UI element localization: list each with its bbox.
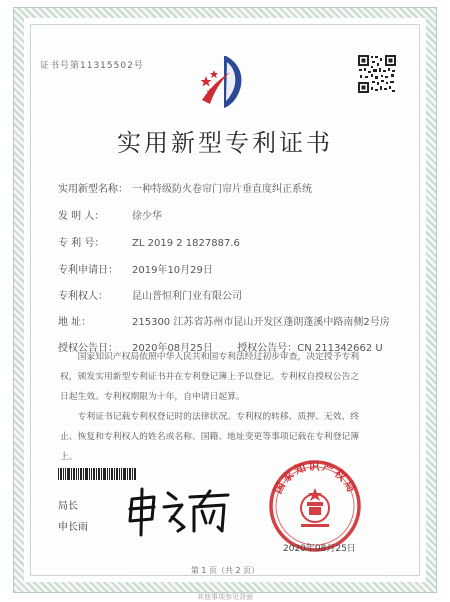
issue-date: 2020年08月25日 <box>283 544 356 554</box>
field-inventor <box>58 207 162 222</box>
field-value: 2020年08月25日 <box>132 343 213 354</box>
field-label: 专利权人： <box>58 291 108 302</box>
field-label: 专 利 号： <box>58 238 105 249</box>
field-label: 授权公告日： <box>58 343 118 354</box>
notice-text <box>60 347 365 467</box>
director-title: 局长 <box>58 501 78 512</box>
field-label: 地 址： <box>58 317 92 328</box>
field-value: ZL 2019 2 1827887.6 <box>132 238 240 249</box>
field-value: CN 211342662 U <box>297 343 383 354</box>
field-value: 215300 江苏省苏州市昆山开发区蓬朗蓬溪中路南侧2号房 <box>132 317 390 328</box>
field-patentee <box>58 287 242 302</box>
svg-text:国家知识产权局: 国家知识产权局 <box>271 459 359 496</box>
patent-office-logo-icon <box>196 52 254 110</box>
director-name: 申长雨 <box>58 522 88 533</box>
field-value: 2019年10月29日 <box>132 265 213 276</box>
field-address <box>58 313 390 328</box>
footer-text: 其他事项参见背面 <box>197 593 253 601</box>
field-value: 一种特级防火卷帘门帘片垂直度纠正系统 <box>132 184 312 195</box>
certificate-number: 证书号第11315502号 <box>40 61 144 71</box>
field-utility-model-name <box>58 180 312 195</box>
qr-code-icon <box>357 54 397 94</box>
notice-paragraph: 国家知识产权局依照中华人民共和国专利法经过初步审查，决定授予专利权，颁发实用新型专利证书并在专利登记簿上予以登记。专利权自授权公告之日起生效。专利权期限为十年，自申请日起算。 <box>60 352 360 402</box>
field-value: 昆山普恒利门业有限公司 <box>132 291 242 302</box>
field-label: 专利申请日： <box>58 265 118 276</box>
signature-image <box>124 485 234 537</box>
barcode-icon <box>58 468 136 480</box>
certificate-title: 实用新型专利证书 <box>117 129 333 157</box>
field-label: 授权公告号： <box>237 343 298 354</box>
official-seal-icon <box>267 458 363 554</box>
field-patent-number <box>58 234 240 249</box>
field-filing-date <box>58 261 213 276</box>
field-label: 发 明 人： <box>58 211 105 222</box>
field-value: 徐少华 <box>132 211 162 222</box>
notice-paragraph: 专利证书记载专利权登记时的法律状况。专利权的转移、质押、无效、终止、恢复和专利权人的姓名或名称、国籍、地址变更等事项记载在专利登记簿上。 <box>60 412 360 462</box>
page-number: 第 1 页（共 2 页） <box>190 566 260 575</box>
field-label: 实用新型名称： <box>58 184 128 195</box>
